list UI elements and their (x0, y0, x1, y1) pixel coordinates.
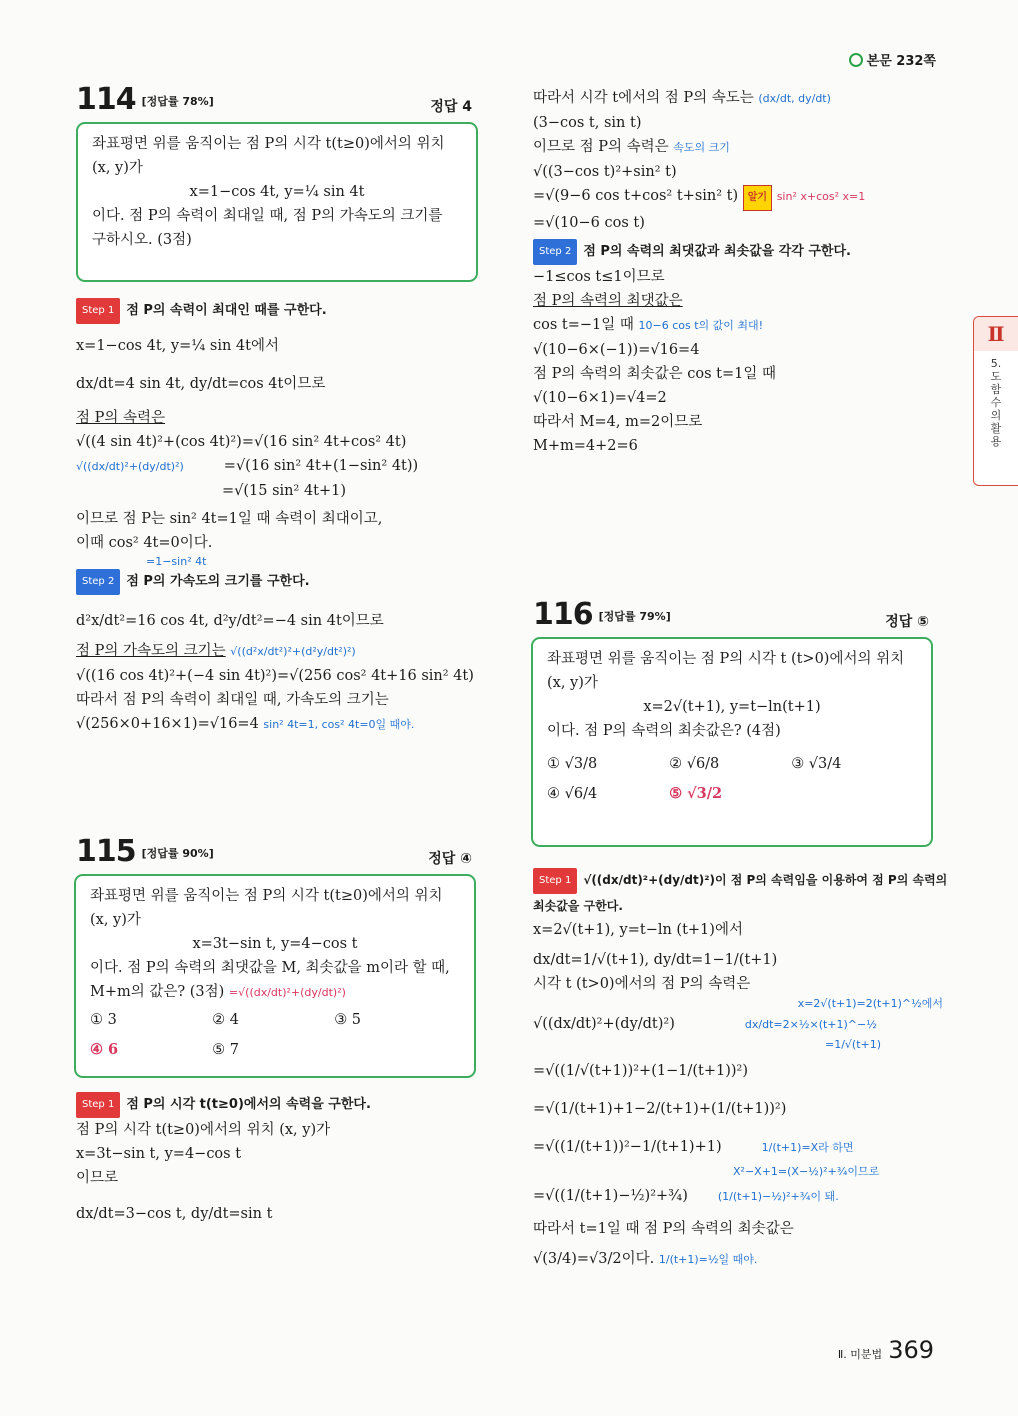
solution-line: 점 P의 속력의 최댓값은 (533, 293, 683, 309)
annotation: =1/√(t+1) (825, 1038, 882, 1051)
section-label: Ⅱ. 미분법 (837, 1348, 883, 1361)
question-text: 이다. 점 P의 속력의 최솟값은? (4점) (547, 723, 781, 739)
question-text: 좌표평면 위를 움직이는 점 P의 시각 t(t≥0)에서의 위치 (92, 136, 445, 152)
answer-label: 정답 ⑤ (885, 614, 929, 630)
problem-115-header (76, 834, 476, 869)
solution-line: 따라서 M=4, m=2이므로 (533, 414, 703, 430)
solution-line: (3−cos t, sin t) (533, 115, 642, 131)
solution-line: 이때 cos² 4t=0이다. (76, 535, 213, 551)
solution-line: 이므로 점 P는 sin² 4t=1일 때 속력이 최대이고, (76, 511, 383, 527)
solution-line: √((3−cos t)²+sin² t) (533, 164, 677, 180)
page-number: 369 (888, 1336, 934, 1364)
annotation: =√((dx/dt)²+(dy/dt)²) (228, 986, 346, 999)
step-badge: Step 1 (76, 298, 120, 324)
solution-line: x=2√(t+1), y=t−ln (t+1)에서 (533, 922, 743, 938)
problem-114-box (76, 122, 478, 282)
question-text: 구하시오. (3점) (92, 232, 192, 248)
solution-114 (76, 298, 496, 737)
answer-label: 정답 ④ (428, 851, 472, 867)
solution-line: dx/dt=3−cos t, dy/dt=sin t (76, 1206, 273, 1222)
step-badge: Step 2 (76, 569, 120, 595)
solution-line: d²x/dt²=16 cos 4t, d²y/dt²=−4 sin 4t이므로 (76, 613, 384, 629)
solution-line: cos t=−1일 때 (533, 317, 634, 333)
question-text: 이다. 점 P의 속력의 최댓값을 M, 최솟값을 m이라 할 때, (90, 960, 450, 976)
choice[interactable]: ④ √6/4 (547, 786, 598, 802)
chapter-numeral: Ⅱ (974, 317, 1018, 351)
equation: x=2√(t+1), y=t−ln(t+1) (643, 699, 821, 715)
solution-line: =√(9−6 cos t+cos² t+sin² t) (533, 188, 739, 204)
solution-line: √(3/4)=√3/2이다. (533, 1251, 655, 1267)
correct-rate: [정답률 90%] (141, 847, 214, 860)
question-text: (x, y)가 (547, 675, 598, 691)
solution-line: =√((1/(t+1))²−1/(t+1)+1) (533, 1139, 722, 1155)
question-text: (x, y)가 (90, 912, 141, 928)
solution-line: √((16 cos 4t)²+(−4 sin 4t)²)=√(256 cos² 4t+16 sin² 4t) (76, 668, 474, 684)
solution-line: =√(16 sin² 4t+(1−sin² 4t)) (223, 458, 419, 474)
step-badge: Step 2 (533, 239, 577, 265)
solution-line: √(10−6×1)=√4=2 (533, 390, 667, 406)
annotation: X²−X+1=(X−½)²+¾이므로 (733, 1165, 880, 1178)
question-text: M+m의 값은? (3점) (90, 984, 225, 1000)
step-heading: Step 1 점 P의 시각 t(t≥0)에서의 속력을 구한다. (76, 1092, 496, 1118)
choice-checked[interactable]: ④ 6 (90, 1041, 119, 1058)
choice[interactable]: ② √6/8 (669, 756, 720, 772)
solution-line: 점 P의 가속도의 크기는 (76, 643, 226, 659)
solution-line: =√((1/(t+1)−½)²+¾) (533, 1188, 688, 1204)
solution-line: √((4 sin 4t)²+(cos 4t)²)=√(16 sin² 4t+cos² 4t) (76, 434, 407, 450)
solution-line: 따라서 점 P의 속력이 최대일 때, 가속도의 크기는 (76, 692, 389, 708)
choice[interactable]: ③ √3/4 (791, 756, 842, 772)
solution-line: =√(10−6 cos t) (533, 215, 645, 231)
problem-number: 114 (76, 82, 136, 117)
problem-number: 115 (76, 834, 136, 869)
solution-line: =√(15 sin² 4t+1) (222, 483, 347, 499)
annotation: =1−sin² 4t (146, 555, 207, 568)
choices (547, 749, 917, 809)
correct-rate: [정답률 79%] (598, 610, 671, 623)
equation: x=1−cos 4t, y=¼ sin 4t (189, 184, 365, 200)
problem-number: 116 (533, 597, 593, 632)
annotation: sin² x+cos² x=1 (776, 190, 866, 203)
problem-116-box (531, 637, 933, 847)
choice[interactable]: ② 4 (212, 1012, 239, 1028)
choice[interactable]: ① √3/8 (547, 756, 598, 772)
solution-line: −1≤cos t≤1이므로 (533, 269, 665, 285)
step-heading: Step 1 √((dx/dt)²+(dy/dt)²)이 점 P의 속력임을 이용하여 점 P의 속력의 (533, 868, 943, 894)
solution-line: 점 P의 속력의 최솟값은 cos t=1일 때 (533, 366, 776, 382)
question-text: 이다. 점 P의 속력이 최대일 때, 점 P의 가속도의 크기를 (92, 208, 443, 224)
solution-line: dx/dt=1/√(t+1), dy/dt=1−1/(t+1) (533, 952, 778, 968)
solution-116 (533, 868, 948, 1272)
annotation: (dx/dt, dy/dt) (758, 92, 831, 105)
solution-line: √(256×0+16×1)=√16=4 (76, 716, 259, 732)
annotation: √((dx/dt)²+(dy/dt)²) (76, 460, 184, 473)
annotation: √((d²x/dt²)²+(d²y/dt²)²) (230, 645, 356, 658)
question-text: 좌표평면 위를 움직이는 점 P의 시각 t(t≥0)에서의 위치 (90, 888, 443, 904)
solution-line: √((dx/dt)²+(dy/dt)²) (533, 1016, 675, 1032)
solution-115-right (533, 86, 933, 458)
solution-line: x=3t−sin t, y=4−cos t (76, 1146, 242, 1162)
step-heading: Step 1 점 P의 속력이 최대인 때를 구한다. (76, 298, 496, 324)
annotation: (1/(t+1)−½)²+¾이 돼. (717, 1190, 839, 1203)
chapter-tab (973, 316, 1018, 486)
answer-label: 정답 4 (430, 99, 472, 115)
page-footer (838, 1336, 934, 1364)
choice[interactable]: ⑤ 7 (212, 1042, 239, 1058)
annotation: dx/dt=2×½×(t+1)^−½ (744, 1018, 877, 1031)
solution-line: dx/dt=4 sin 4t, dy/dt=cos 4t이므로 (76, 376, 326, 392)
solution-line: 이므로 점 P의 속력은 (533, 139, 669, 155)
annotation: x=2√(t+1)=2(t+1)^½에서 (797, 997, 943, 1010)
solution-line: 시각 t (t>0)에서의 점 P의 속력은 (533, 976, 751, 992)
step-heading: Step 2 점 P의 속력의 최댓값과 최솟값을 각각 구한다. (533, 239, 933, 265)
solution-line: x=1−cos 4t, y=¼ sin 4t에서 (76, 338, 279, 354)
solution-line: 점 P의 시각 t(t≥0)에서의 위치 (x, y)가 (76, 1122, 331, 1138)
choices (90, 1005, 460, 1065)
tip-badge: 알기 (743, 185, 772, 211)
solution-line: √(10−6×(−1))=√16=4 (533, 342, 700, 358)
solution-line: 따라서 t=1일 때 점 P의 속력의 최솟값은 (533, 1221, 794, 1237)
problem-116-header (533, 597, 933, 632)
question-text: (x, y)가 (92, 160, 143, 176)
page-reference: 본문 232쪽 (849, 50, 936, 69)
solution-line: M+m=4+2=6 (533, 438, 638, 454)
solution-line: =√(1/(t+1)+1−2/(t+1)+(1/(t+1))²) (533, 1101, 787, 1117)
problem-114-header (76, 82, 476, 117)
question-text: 좌표평면 위를 움직이는 점 P의 시각 t (t>0)에서의 위치 (547, 651, 905, 667)
annotation: 10−6 cos t의 값이 최대! (638, 319, 764, 332)
step-badge: Step 1 (76, 1092, 120, 1118)
equation: x=3t−sin t, y=4−cos t (192, 936, 358, 952)
chapter-title: 5. 도함수의 활용 (990, 357, 1002, 448)
annotation: sin² 4t=1, cos² 4t=0일 때야. (263, 718, 415, 731)
step-heading-cont: 최솟값을 구한다. (533, 899, 623, 913)
solution-115-left (76, 1092, 496, 1226)
correct-rate: [정답률 78%] (141, 95, 214, 108)
circle-icon (849, 53, 863, 67)
choice[interactable]: ① 3 (90, 1012, 117, 1028)
solution-line: =√((1/√(t+1))²+(1−1/(t+1))²) (533, 1063, 748, 1079)
problem-115-box (74, 874, 476, 1078)
choice[interactable]: ③ 5 (334, 1012, 362, 1028)
annotation: 1/(t+1)=X라 하면 (761, 1141, 854, 1154)
solution-line: 점 P의 속력은 (76, 410, 166, 426)
step-badge: Step 1 (533, 868, 577, 894)
choice-checked[interactable]: ⑤ √3/2 (669, 785, 723, 802)
solution-line: 따라서 시각 t에서의 점 P의 속도는 (533, 90, 754, 106)
step-heading: Step 2 점 P의 가속도의 크기를 구한다. (76, 569, 496, 595)
annotation: 속도의 크기 (673, 141, 730, 154)
annotation: 1/(t+1)=½일 때야. (658, 1253, 758, 1266)
solution-line: 이므로 (76, 1170, 119, 1186)
